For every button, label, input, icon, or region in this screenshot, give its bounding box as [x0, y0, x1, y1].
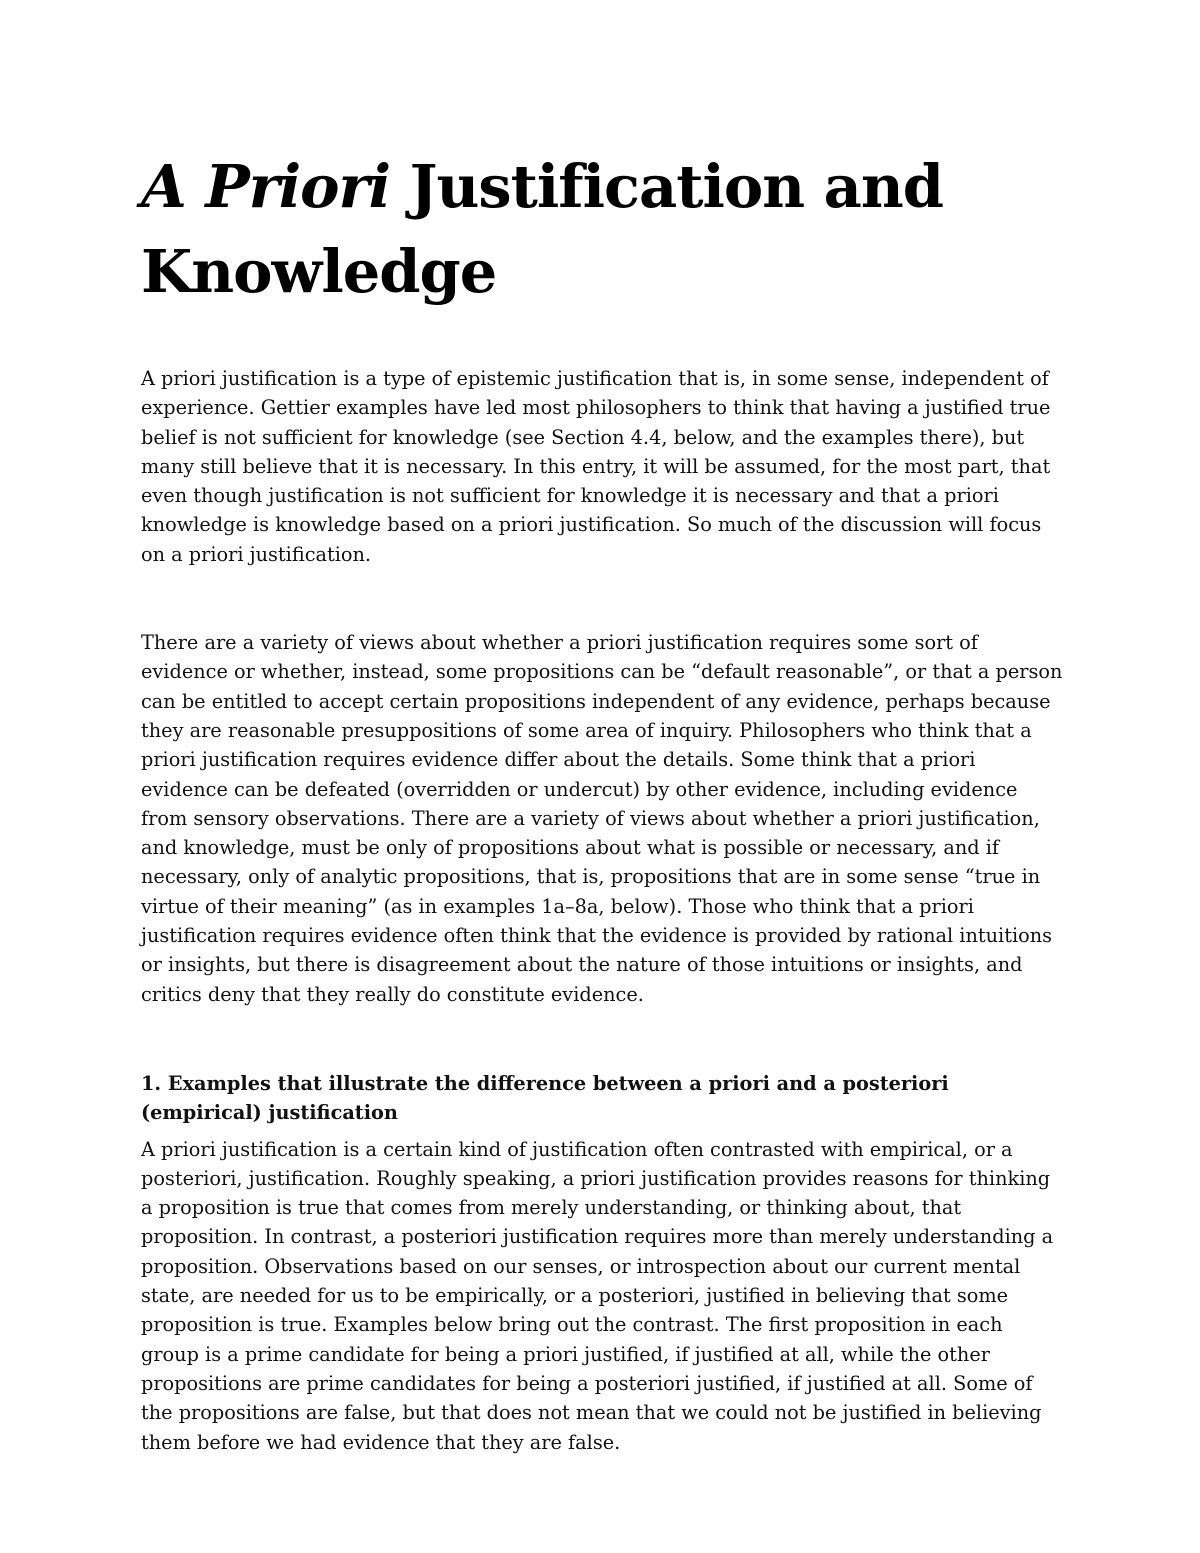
document-title [141, 144, 1066, 314]
document-content [141, 144, 1066, 1457]
title-italic-part: A Priori [141, 152, 391, 221]
views-paragraph: There are a variety of views about whether a priori justification requires some sort of evidence or whether, instead, some propositions can be “default reasonable”, or that a person can be entitled to accept certain propositions independent of any evidence, perhaps because they are reasonable presuppositions of some area of inquiry. Philosophers who think that a priori justification requires evidence differ about the details. Some think that a priori evidence can be defeated (overridden or undercut) by other evidence, including evidence from sensory observations. There are a variety of views about whether a priori justification, and knowledge, must be only of propositions about what is possible or necessary, and if necessary, only of analytic propositions, that is, propositions that are in some sense “true in virtue of their meaning” (as in examples 1a–8a, below). Those who think that a priori justification requires evidence often think that the evidence is provided by rational intuitions or insights, but there is disagreement about the nature of those intuitions or insights, and critics deny that they really do constitute evidence. [141, 631, 1063, 1006]
section-1-heading: 1. Examples that illustrate the difference between a priori and a posteriori (empirical) justification [141, 1071, 949, 1125]
title-rest-part: Justification and Knowledge [141, 152, 944, 306]
section-1-paragraph: A priori justification is a certain kind of justification often contrasted with empirical, or a posteriori, justification. Roughly speaking, a priori justification provides reasons for thinking a proposition is true that comes from merely understanding, or thinking about, that proposition. In contrast, a posteriori justification requires more than merely understanding a proposition. Observations based on our senses, or introspection about our current mental state, are needed for us to be empirically, or a posteriori, justified in believing that some proposition is true. Examples below bring out the contrast. The first proposition in each group is a prime candidate for being a priori justified, if justified at all, while the other propositions are prime candidates for being a posteriori justified, if justified at all. Some of the propositions are false, but that does not mean that we could not be justified in believing them before we had evidence that they are false. [141, 1137, 1054, 1454]
intro-paragraph: A priori justification is a type of epistemic justification that is, in some sense, independent of experience. Gettier examples have led most philosophers to think that having a justified true belief is not sufficient for knowledge (see Section 4.4, below, and the examples there), but many still believe that it is necessary. In this entry, it will be assumed, for the most part, that even though justification is not sufficient for knowledge it is necessary and that a priori knowledge is knowledge based on a priori justification. So much of the discussion will focus on a priori justification. [141, 367, 1051, 566]
